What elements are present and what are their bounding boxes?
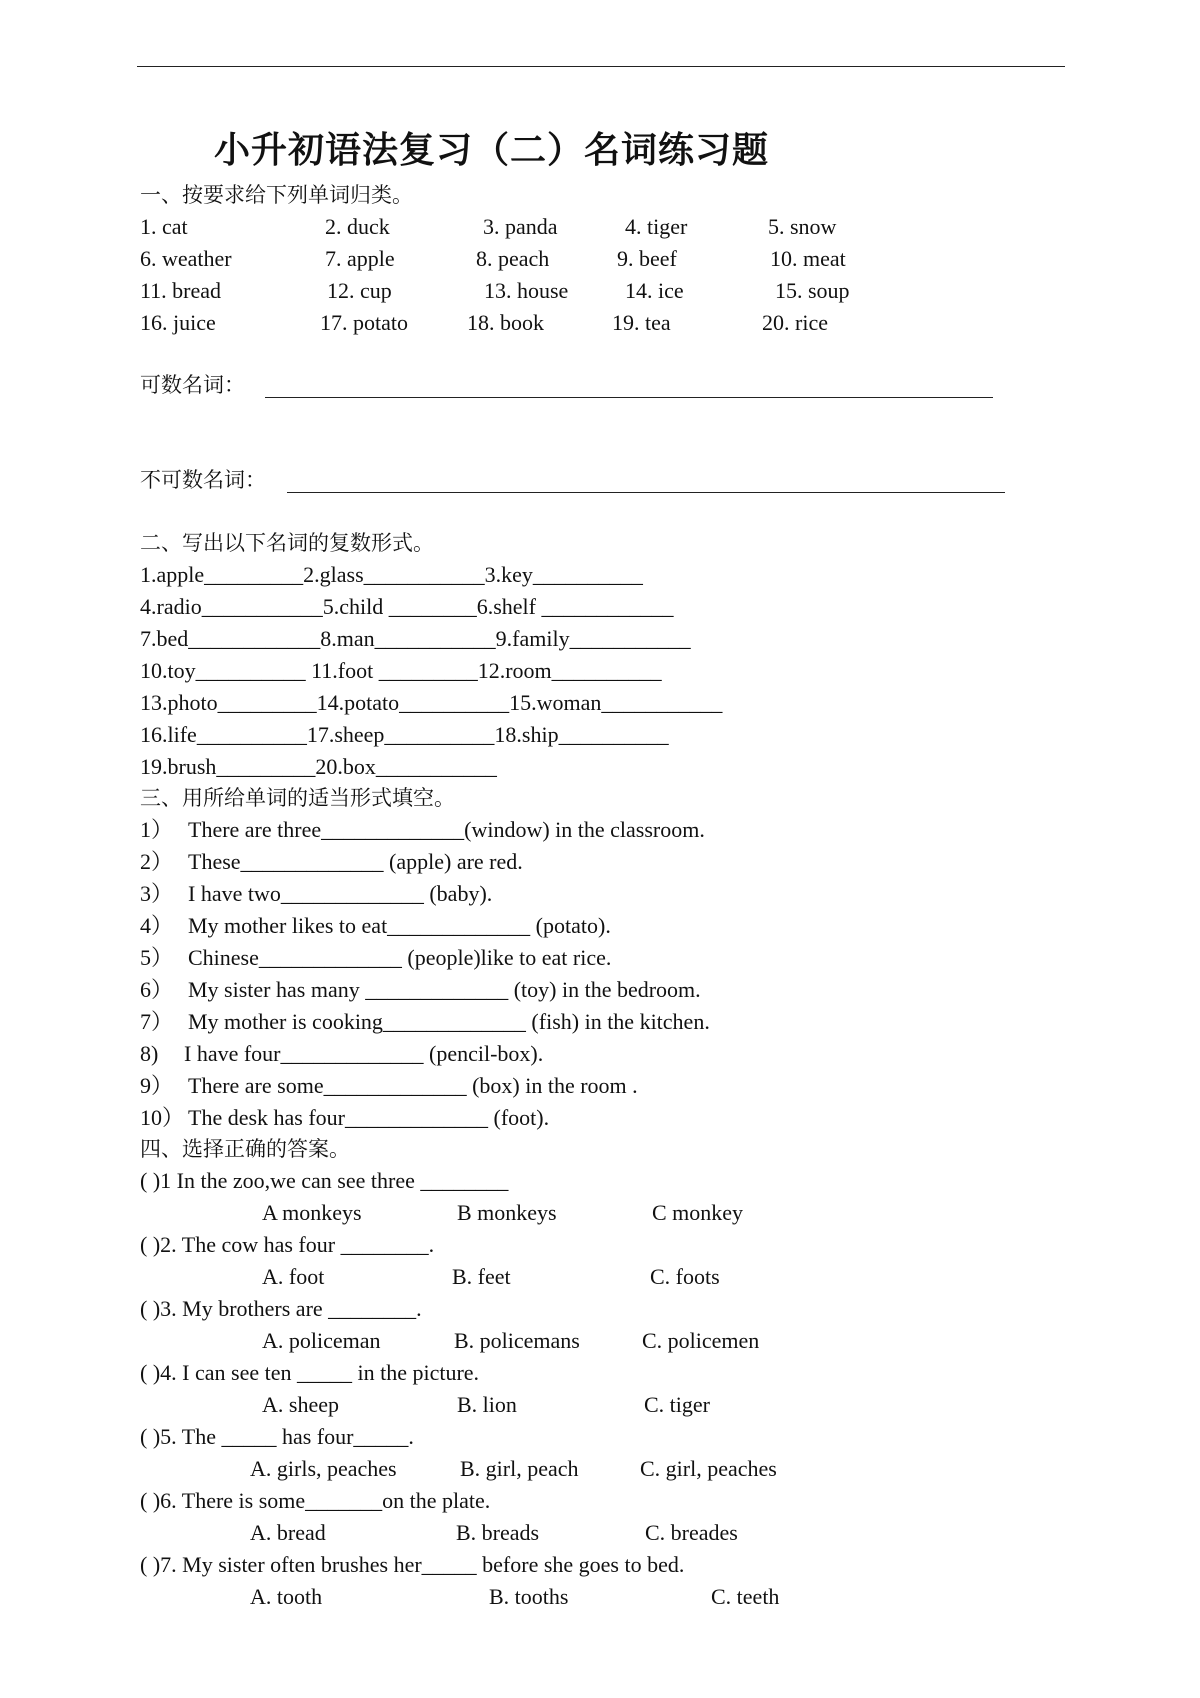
plural-line[interactable]: 10.toy__________ 11.foot _________12.room__________ bbox=[140, 658, 662, 683]
word-item: 18. book bbox=[467, 310, 544, 335]
word-item: 8. peach bbox=[476, 246, 550, 271]
choice-option-b[interactable]: B. girl, peach bbox=[460, 1456, 579, 1481]
uncountable-row bbox=[140, 466, 266, 494]
fill-item-number: 9） bbox=[140, 1073, 174, 1098]
choice-option-c[interactable]: C. tiger bbox=[644, 1392, 710, 1417]
fill-item-text[interactable]: There are three_____________(window) in the classroom. bbox=[188, 817, 705, 842]
word-item: 5. snow bbox=[768, 214, 837, 239]
choice-question[interactable]: ( )4. I can see ten _____ in the picture. bbox=[140, 1360, 480, 1385]
word-item: 13. house bbox=[484, 278, 569, 303]
choice-option-b[interactable]: B. tooths bbox=[489, 1584, 569, 1609]
choice-question[interactable]: ( )6. There is some_______on the plate. bbox=[140, 1488, 491, 1513]
plural-line[interactable]: 19.brush_________20.box___________ bbox=[140, 754, 497, 779]
section3-heading: 三、用所给单词的适当形式填空。 bbox=[140, 786, 455, 810]
fill-item-text[interactable]: Chinese_____________ (people)like to eat rice. bbox=[188, 945, 612, 970]
fill-item-number: 10） bbox=[140, 1105, 185, 1130]
fill-item-number: 4） bbox=[140, 913, 174, 938]
fill-item-text[interactable]: My mother is cooking_____________ (fish) in the kitchen. bbox=[188, 1009, 710, 1034]
word-item: 2. duck bbox=[325, 214, 390, 239]
plural-line[interactable]: 4.radio___________5.child ________6.shelf ____________ bbox=[140, 594, 674, 619]
fill-item-text[interactable]: These_____________ (apple) are red. bbox=[188, 849, 523, 874]
choice-option-b[interactable]: B monkeys bbox=[457, 1200, 557, 1225]
fill-item-number: 8) bbox=[140, 1041, 159, 1066]
choice-option-a[interactable]: A. foot bbox=[262, 1264, 325, 1289]
plural-line[interactable]: 13.photo_________14.potato__________15.woman___________ bbox=[140, 690, 723, 715]
choice-option-b[interactable]: B. lion bbox=[457, 1392, 517, 1417]
choice-question[interactable]: ( )5. The _____ has four_____. bbox=[140, 1424, 414, 1449]
section4-heading: 四、选择正确的答案。 bbox=[140, 1137, 350, 1161]
countable-label: 可数名词： bbox=[140, 373, 245, 397]
fill-item-text[interactable]: The desk has four_____________ (foot). bbox=[188, 1105, 550, 1130]
choice-option-a[interactable]: A. sheep bbox=[262, 1392, 339, 1417]
word-item: 11. bread bbox=[140, 278, 222, 303]
word-item: 16. juice bbox=[140, 310, 216, 335]
word-item: 4. tiger bbox=[625, 214, 688, 239]
choice-option-a[interactable]: A. policeman bbox=[262, 1328, 381, 1353]
word-item: 15. soup bbox=[775, 278, 850, 303]
choice-option-c[interactable]: C. foots bbox=[650, 1264, 720, 1289]
choice-option-c[interactable]: C. breades bbox=[645, 1520, 738, 1545]
header-rule bbox=[137, 66, 1065, 67]
word-item: 1. cat bbox=[140, 214, 188, 239]
fill-item-number: 2） bbox=[140, 849, 174, 874]
word-item: 12. cup bbox=[327, 278, 392, 303]
word-item: 20. rice bbox=[762, 310, 828, 335]
choice-question[interactable]: ( )2. The cow has four ________. bbox=[140, 1232, 435, 1257]
choice-option-a[interactable]: A. girls, peaches bbox=[250, 1456, 397, 1481]
fill-item-text[interactable]: I have four_____________ (pencil-box). bbox=[184, 1041, 544, 1066]
word-item: 17. potato bbox=[320, 310, 408, 335]
page-title: 小升初语法复习（二）名词练习题 bbox=[214, 129, 770, 171]
fill-item-text[interactable]: My mother likes to eat_____________ (potato). bbox=[188, 913, 611, 938]
choice-option-a[interactable]: A monkeys bbox=[262, 1200, 362, 1225]
choice-question[interactable]: ( )3. My brothers are ________. bbox=[140, 1296, 422, 1321]
choice-option-a[interactable]: A. tooth bbox=[250, 1584, 323, 1609]
uncountable-answer-line[interactable] bbox=[287, 472, 1005, 493]
fill-item-text[interactable]: I have two_____________ (baby). bbox=[188, 881, 493, 906]
choice-option-b[interactable]: B. breads bbox=[456, 1520, 540, 1545]
fill-item-text[interactable]: There are some_____________ (box) in the room . bbox=[188, 1073, 638, 1098]
choice-question[interactable]: ( )1 In the zoo,we can see three ________ bbox=[140, 1168, 509, 1193]
choice-option-b[interactable]: B. feet bbox=[452, 1264, 511, 1289]
choice-option-c[interactable]: C. teeth bbox=[711, 1584, 780, 1609]
fill-item-number: 6） bbox=[140, 977, 174, 1002]
fill-item-number: 5） bbox=[140, 945, 174, 970]
plural-line[interactable]: 1.apple_________2.glass___________3.key__________ bbox=[140, 562, 643, 587]
choice-option-c[interactable]: C. girl, peaches bbox=[640, 1456, 777, 1481]
choice-option-b[interactable]: B. policemans bbox=[454, 1328, 580, 1353]
section1-heading: 一、按要求给下列单词归类。 bbox=[140, 183, 413, 207]
fill-item-number: 3） bbox=[140, 881, 174, 906]
choice-option-c[interactable]: C monkey bbox=[652, 1200, 744, 1225]
word-item: 14. ice bbox=[625, 278, 684, 303]
countable-answer-line[interactable] bbox=[265, 377, 993, 398]
plural-line[interactable]: 16.life__________17.sheep__________18.ship__________ bbox=[140, 722, 669, 747]
choice-question[interactable]: ( )7. My sister often brushes her_____ before she goes to bed. bbox=[140, 1552, 685, 1577]
word-item: 19. tea bbox=[612, 310, 671, 335]
word-item: 7. apple bbox=[325, 246, 395, 271]
word-item: 3. panda bbox=[483, 214, 558, 239]
word-item: 10. meat bbox=[770, 246, 846, 271]
word-item: 6. weather bbox=[140, 246, 232, 271]
fill-item-number: 7） bbox=[140, 1009, 174, 1034]
fill-item-number: 1） bbox=[140, 817, 174, 842]
choice-option-a[interactable]: A. bread bbox=[250, 1520, 326, 1545]
word-item: 9. beef bbox=[617, 246, 677, 271]
fill-item-text[interactable]: My sister has many _____________ (toy) in the bedroom. bbox=[188, 977, 701, 1002]
uncountable-label: 不可数名词： bbox=[140, 468, 266, 492]
plural-line[interactable]: 7.bed____________8.man___________9.family___________ bbox=[140, 626, 691, 651]
countable-row bbox=[140, 371, 245, 399]
choice-option-c[interactable]: C. policemen bbox=[642, 1328, 760, 1353]
section2-heading: 二、写出以下名词的复数形式。 bbox=[140, 531, 434, 555]
